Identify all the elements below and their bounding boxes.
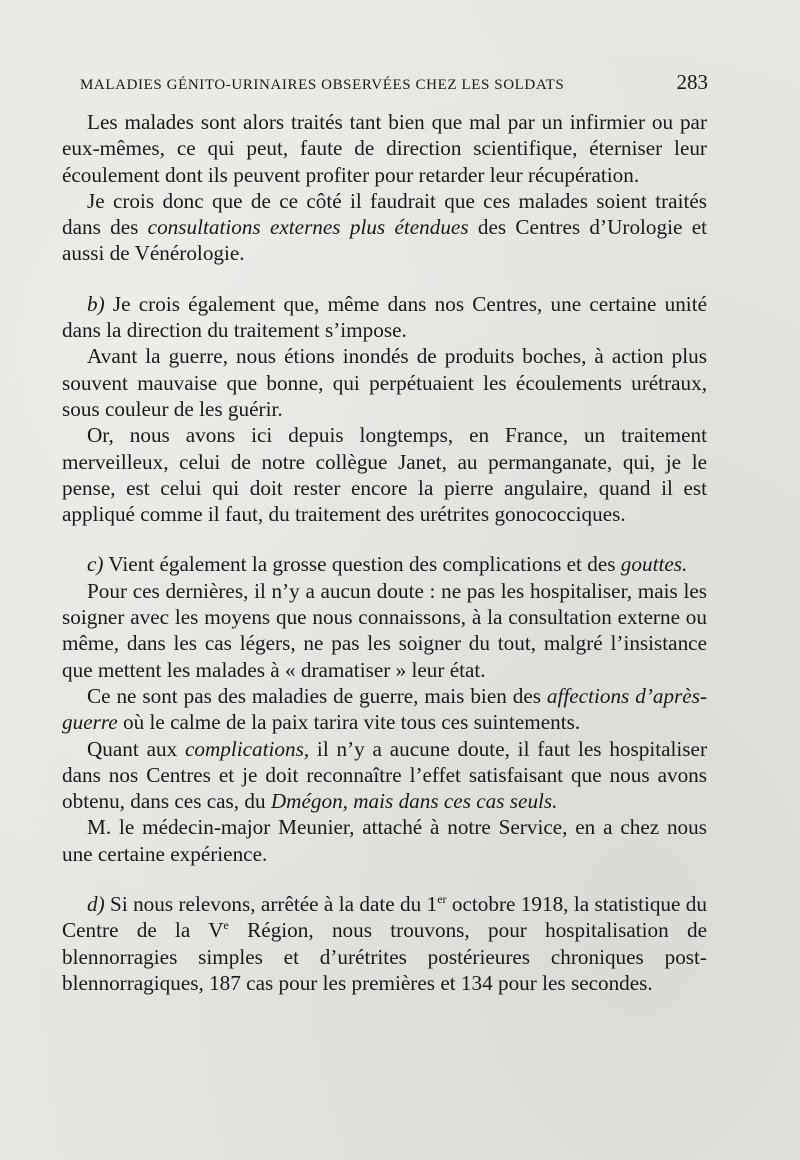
paragraph-10: M. le médecin-major Meunier, attaché à notre Service, en a chez nous une certaine expérience. [62,815,707,866]
paragraph-7: Pour ces dernières, il n’y a aucun doute : ne pas les hospitaliser, mais les soigner avec les moyens que nous connaissons, à la consultation externe ou même, dans les cas légers, ne pas les soigner du tout, malgré l’insistance que mettent les malades à « dramatiser » leur état. [62,578,707,682]
emphasis: Dmégon, mais dans ces cas seuls. [270,789,558,814]
paragraph-8: Ce ne sont pas des maladies de guerre, mais bien des affections d’après-guerre où le calme de la paix tarira vite tous ces suintements. [62,683,707,735]
running-head: MALADIES GÉNITO-URINAIRES OBSERVÉES CHEZ LES SOLDATS [80,77,565,93]
item-label: d) [87,892,105,917]
paragraph-2: Je crois donc que de ce côté il faudrait que ces malades soient traités dans des consultations externes plus étendues des Centres d’Urologie et aussi de Vénérologie. [62,188,707,266]
superscript: e [223,918,229,933]
emphasis: complications, [184,736,310,761]
paragraph-6: c) Vient également la grosse question des complications et des gouttes. [87,552,688,577]
paragraph-11: d) Si nous relevons, arrêtée à la date du 1er octobre 1918, la statistique du Centre de la Ve Région, nous trouvons, pour hospitalisation de blennorragies simples et d’urétrites postérieures chroniques post-blennorragiques, 187 cas pour les premières et 134 pour les secondes. [62,892,707,995]
emphasis: affections d’après-guerre [62,683,707,735]
item-label: c) [87,552,104,577]
paragraph-9: Quant aux complications, il n’y a aucune doute, il faut les hospitaliser dans nos Centres et je doit reconnaître l’effet satisfaisant que nous avons obtenu, dans ces cas, du Dmégon, mais dans ces cas seuls. [62,736,708,814]
paragraph-3: b) Je crois également que, même dans nos Centres, une certaine unité dans la direction du traitement s’impose. [62,291,707,343]
page-header [80,70,708,95]
item-label: b) [87,291,105,316]
paragraph-4: Avant la guerre, nous étions inondés de produits boches, à action plus souvent mauvaise que bonne, qui perpétuaient les écoulements urétraux, sous couleur de les guérir. [62,344,707,421]
emphasis: consultations externes plus étendues [147,215,469,240]
emphasis: gouttes. [620,552,688,577]
superscript: er [437,892,447,907]
paragraph-1: Les malades sont alors traités tant bien que mal par un infirmier ou par eux-mêmes, ce qui peut, faute de direction scientifique, éterniser leur écoulement dont ils peuvent profiter pour retarder leur récupération. [62,110,707,187]
body-text [62,109,707,996]
page-number: 283 [676,70,708,94]
paragraph-5: Or, nous avons ici depuis longtemps, en France, un traitement merveilleux, celui de notre collègue Janet, au permanganate, qui, je le pense, est celui qui doit rester encore la pierre angulaire, quand il est appliqué comme il faut, du traitement des urétrites gonococciques. [62,423,707,527]
